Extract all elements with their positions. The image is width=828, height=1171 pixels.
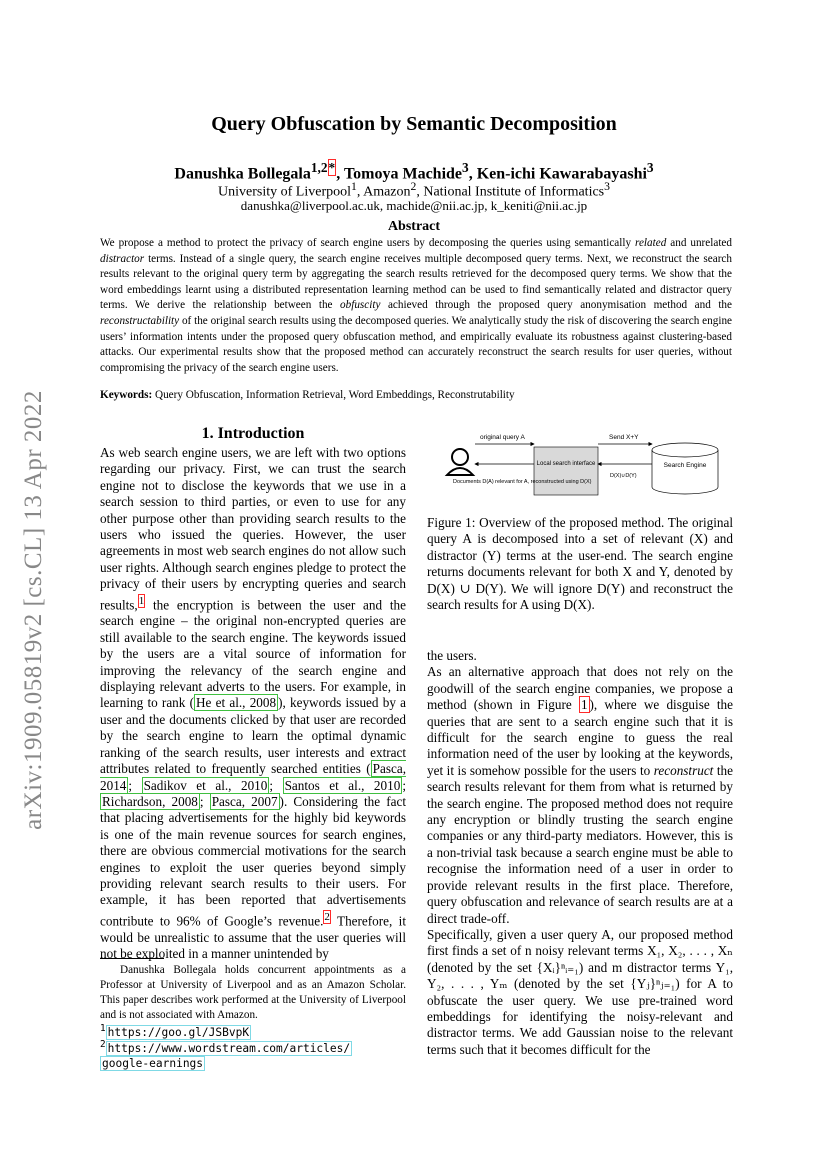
- citation-link[interactable]: Sadikov et al., 2010: [143, 777, 268, 793]
- author-2-sup: 3: [462, 160, 469, 175]
- footnote-star-text: Danushka Bollegala holds concurrent appointments as a Professor at University of Liverpool and as an Amazon Scholar. This paper describes work performed at the University of Liverpool and is not associated with Amazon.: [100, 964, 406, 1021]
- separator: ;: [269, 777, 283, 793]
- emails: danushka@liverpool.ac.uk, machide@nii.ac.jp, k_keniti@nii.ac.jp: [240, 198, 588, 213]
- footnote-star: [100, 963, 406, 1023]
- affil-3: National Institute of Informatics: [423, 184, 605, 200]
- body-text: Specifically, given a user query A, our proposed method first finds a set of n noisy relevant terms X₁, X₂, . . . , Xₙ (denoted by the set {Xᵢ}ⁿᵢ₌₁) and m distractor terms Y₁, Y₂, . . . , Yₘ (denoted by the set {Yⱼ}ⁿⱼ₌₁) for A to obfuscate the user query. We use pre-trained word embeddings for identifying the noisy-relevant and distractor terms. We add Gaussian noise to the relevant terms such that it becomes difficult for the: [427, 926, 733, 1057]
- affil-1: University of Liverpool: [218, 184, 352, 200]
- author-1-sup: [311, 159, 336, 176]
- body-text: the encryption is between the user and the search engine – the original non-encrypted queries are still available to the search engine. The keywords issued by the users are a vital source of information for improving the relevancy of the search engine and displaying relevant adverts to the users. For example, in learning to rank (: [100, 597, 406, 711]
- footnote-link[interactable]: 2: [324, 910, 330, 923]
- author-line: Danushka Bollegala$^{1,2*}$, Tomoya Machide$^3$, Ken-ichi Kawarabayashi$^3$: [174, 160, 654, 183]
- abstract-text: We propose a method to protect the privacy of search engine users by decomposing the queries using semantically: [100, 237, 636, 249]
- citation-link[interactable]: Santos et al., 2010: [284, 777, 401, 793]
- abstract-emph: reconstructability: [100, 314, 180, 327]
- abstract-text: terms. Instead of a single query, the search engine receives multiple decomposed query terms. Next, we reconstruct the search results relevant to the original query term by aggregating the search results retrieved for the decomposed query terms. We show that the word embeddings learnt using a distributed representation learning method can be used to find semantically related and distractor query terms. We derive the relationship between the: [100, 252, 732, 312]
- abstract-emph: related: [635, 237, 667, 249]
- footnote-rule: [100, 958, 164, 959]
- section-heading: 1. Introduction: [201, 425, 305, 442]
- citation-link[interactable]: Pasca, 2007: [211, 793, 278, 809]
- citation-link[interactable]: He et al., 2008: [196, 695, 277, 711]
- arxiv-stamp: [12, 360, 56, 860]
- author-1-affil: 1,2: [310, 160, 328, 175]
- body-text: the users.: [427, 648, 477, 663]
- figure-1-svg: [427, 425, 733, 510]
- abstract-body: [100, 236, 732, 376]
- abstract-text: achieved through the proposed query anonymisation method and the: [380, 299, 732, 312]
- local-label: Local search interface: [536, 461, 596, 467]
- footnote-2-link-cont[interactable]: google-earnings: [102, 1056, 204, 1070]
- affiliations: University of Liverpool$^1$, Amazon$^2$, National Institute of Informatics$^3$: [218, 180, 610, 200]
- citation-link[interactable]: Richardson, 2008: [102, 793, 198, 809]
- abstract-text: and unrelated: [666, 237, 732, 249]
- author-3: Ken-ichi Kawarabayashi: [476, 165, 647, 183]
- user-head-icon: [452, 449, 468, 465]
- intro-column-2: [427, 648, 733, 1058]
- author-1: Danushka Bollegala: [174, 165, 311, 183]
- author-2: Tomoya Machide: [343, 165, 463, 183]
- abstract-emph: distractor: [100, 252, 145, 265]
- search-engine-top: [652, 443, 718, 457]
- figure-ref-link[interactable]: 1: [580, 697, 588, 713]
- paper-title: Query Obfuscation by Semantic Decomposition: [211, 113, 617, 135]
- abstract-text: of the original search results using the decomposed queries. We analytically study the risk of discovering the search engine users’ information intents under the proposed query obfuscation method, and empirically evaluate its robustness against clustering-based attacks. Our experimental results show that the proposed method can accurately reconstruct the search results for user queries, without compromising the privacy of the search engine users.: [100, 314, 732, 374]
- body-text: ). Considering the fact that placing advertisements for the highly bid keywords is one of the main revenue sources for search engines, there are obvious commercial motivations for the search engines to exploit the user queries beyond simply providing relevant search results to their users. For example, it has been reported that advertisements contribute to 96% of Google’s revenue.: [100, 793, 406, 929]
- affil-2-sup: 2: [410, 180, 417, 193]
- separator: ;: [402, 777, 406, 793]
- footnote-2-mark: 2: [100, 1039, 106, 1050]
- body-emph: reconstruct: [653, 762, 714, 778]
- intro-column-1: [100, 445, 406, 962]
- affil-2: Amazon: [363, 184, 411, 200]
- keywords-text: Query Obfuscation, Information Retrieval, Word Embeddings, Reconstrutability: [152, 389, 515, 401]
- footnote-1-link[interactable]: https://goo.gl/JSBvpK: [107, 1025, 250, 1039]
- citation-link[interactable]: Pasca, 2014: [100, 761, 406, 793]
- body-text: the search results relevant for them from what is returned by the search engine. The proposed method does not require any encryption or blindly trusting the search engine companies or any third-party mediators. However, this is a non-trivial task because a search engine must be able to recognise the information need of a user in order to provide relevant results in the first place. Therefore, query obfuscation and relevance of search results are at a direct trade-off.: [427, 762, 733, 926]
- abstract-emph: obfuscity: [340, 299, 381, 312]
- footnote-2: [100, 1037, 420, 1071]
- query-label: original query A: [480, 434, 525, 441]
- keywords-label: Keywords:: [100, 389, 153, 401]
- figure-1-caption: Figure 1: Overview of the proposed method. The original query A is decomposed into a set of relevant (X) and distractor (Y) terms at the user-end. The search engine returns documents relevant for both X and Y, denoted by D(X) ∪ D(Y). We will ignore D(Y) and reconstruct the search results for A using D(X).: [427, 515, 733, 613]
- footnote-2-link[interactable]: https://www.wordstream.com/articles/: [107, 1041, 351, 1055]
- body-text: As an alternative approach that does not rely on the goodwill of the search engine companies, we propose a method (shown in Figure: [427, 664, 733, 713]
- separator: ;: [199, 793, 210, 809]
- search-engine-label: Search Engine: [663, 462, 707, 469]
- separator: ;: [128, 777, 142, 793]
- body-text: ), where we disguise the queries that are sent to a search engine such that it is difficult for the search engine to guess the real information need of the user by looking at the keywords, yet it is somehow possible for the users to: [427, 697, 734, 778]
- return-label: D(X)∪D(Y): [610, 473, 637, 479]
- body-text: Therefore, it would be unrealistic to assume that the user queries will not be exploited in a manner unintended by: [100, 913, 406, 961]
- local-interface-box: [534, 447, 598, 495]
- arxiv-id: arXiv:1909.05819v2 [cs.CL] 13 Apr 2022: [20, 390, 47, 830]
- abstract-heading: Abstract: [387, 219, 441, 234]
- footnote-1-mark: 1: [100, 1023, 106, 1034]
- footnote-link[interactable]: 1: [138, 594, 145, 607]
- send-label: Send X+Y: [609, 434, 639, 441]
- affil-1-sup: 1: [351, 180, 357, 193]
- keywords: [100, 389, 732, 401]
- docs-label: Documents D(A) relevant for A, reconstructed using D(X): [453, 479, 592, 485]
- author-footnote-link[interactable]: *: [328, 160, 336, 175]
- body-text: ), keywords issued by a user and the documents clicked by that user are recorded by the search engine to learn the optimal dynamic ranking of the search results, user interests and extract attributes related to frequently searched entities (: [100, 695, 406, 777]
- user-body-icon: [447, 468, 473, 475]
- body-text: As web search engine users, we are left with two options regarding our privacy. First, we can trust the search engine not to disclose the keywords that we use in a search session to third parties, or even to use for any other purpose other than providing search results to the users who issued the queries. However, the user agreements in most web search engines do not allow such user rights. Although search engines pledge to protect the privacy of their users by encrypting queries and search results,: [100, 445, 406, 613]
- figure-1-diagram: [427, 425, 733, 510]
- affil-3-sup: 3: [604, 180, 610, 193]
- author-3-sup: 3: [646, 160, 654, 175]
